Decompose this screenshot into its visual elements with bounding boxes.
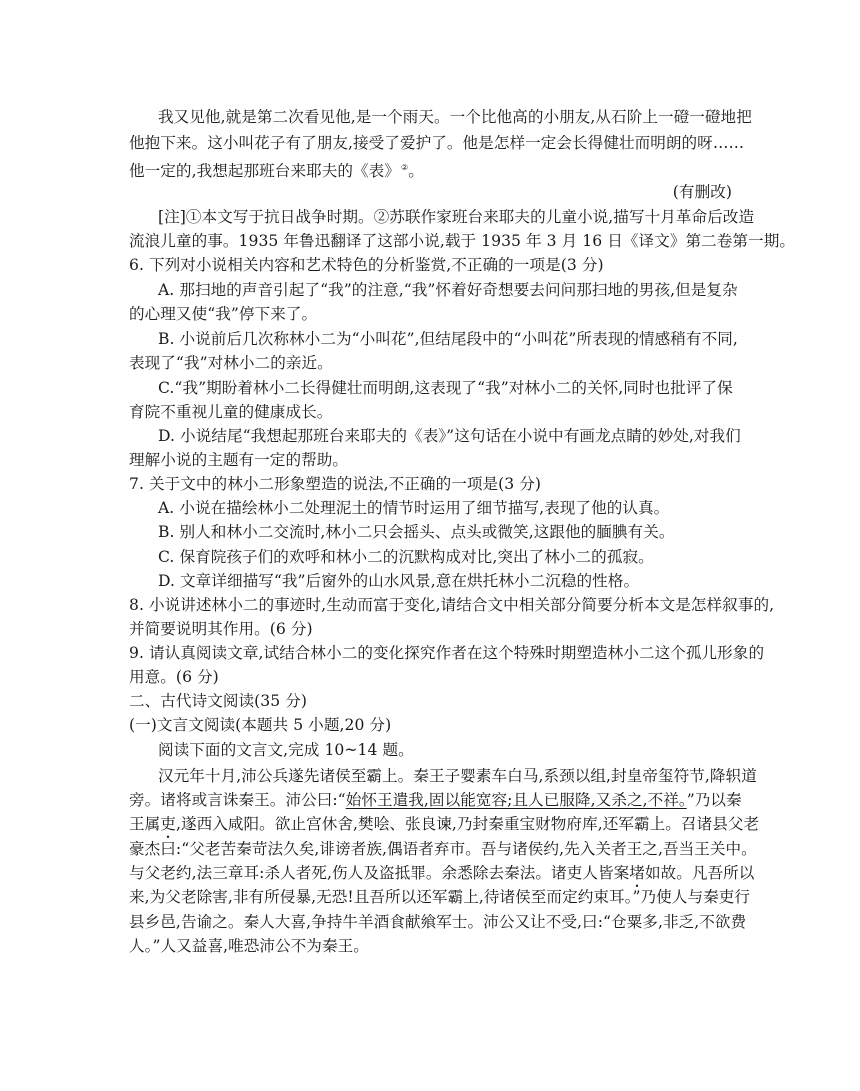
classical-text-line: 来,为父老除害,非有所侵暴,无恐!且吾所以还军霸上,待诸侯至而定约束耳。”乃使人与秦吏行 — [129, 888, 751, 906]
question-6-stem: 6. 下列对小说相关内容和艺术特色的分析鉴赏,不正确的一项是(3 分) — [129, 256, 604, 274]
section-heading: 二、古代诗文阅读(35 分) — [129, 692, 308, 710]
question-7-stem: 7. 关于文中的林小二形象塑造的说法,不正确的一项是(3 分) — [129, 475, 542, 493]
question-7-option-c: C. 保育院孩子们的欢呼和林小二的沉默构成对比,突出了林小二的孤寂。 — [158, 548, 654, 566]
question-6-option-c: C.“我”期盼着林小二长得健壮而明朗,这表现了“我”对林小二的关怀,同时也批评了保 — [158, 379, 733, 397]
emphasized-char: 堵 — [629, 864, 645, 882]
subsection-heading: (一)文言文阅读(本题共 5 小题,20 分) — [129, 716, 392, 734]
edited-note: (有删改) — [672, 183, 732, 201]
reading-instruction: 阅读下面的文言文,完成 10~14 题。 — [158, 741, 414, 759]
classical-text-line: 汉元年十月,沛公兵遂先诸侯至霸上。秦王子婴素车白马,系颈以组,封皇帝玺符节,降轵道 — [158, 767, 757, 785]
story-paragraph-line: 他抱下来。这小叫花子有了朋友,接受了爱护了。他是怎样一定会长得健壮而明朗的呀…… — [129, 134, 745, 152]
classical-text-line: 王属吏,遂西入咸阳。欲止宫休舍,樊哙、张良谏,乃封秦重宝财物府库,还军霸上。召诸县父老 — [129, 815, 760, 833]
emphasized-char: 吏 — [160, 815, 176, 833]
annotation-line: [注]①本文写于抗日战争时期。②苏联作家班台来耶夫的儿童小说,描写十月革命后改造 — [158, 208, 755, 226]
question-7-option-d: D. 文章详细描写“我”后窗外的山水风景,意在烘托林小二沉稳的性格。 — [158, 572, 640, 590]
question-9-stem: 9. 请认真阅读文章,试结合林小二的变化探究作者在这个特殊时期塑造林小二这个孤儿形象的 — [129, 644, 765, 662]
question-8-stem: 8. 小说讲述林小二的事迹时,生动而富于变化,请结合文中相关部分简要分析本文是怎样叙事的, — [129, 596, 775, 614]
question-6-option-b-cont: 表现了“我”对林小二的亲近。 — [129, 354, 333, 372]
classical-text-line: 与父老约,法三章耳:杀人者死,伤人及盗抵罪。余悉除去秦法。诸吏人皆案堵如故。凡吾所以 — [129, 864, 755, 882]
classical-text-line: 豪杰曰:“父老苦秦苛法久矣,诽谤者族,偶语者弃市。吾与诸侯约,先入关者王之,吾当王关中。 — [129, 840, 757, 858]
annotation-line: 流浪儿童的事。1935 年鲁迅翻译了这部小说,载于 1935 年 3 月 16 日《译文》第二卷第一期。 — [129, 232, 795, 250]
question-6-option-d-cont: 理解小说的主题有一定的帮助。 — [129, 451, 349, 469]
question-6-option-c-cont: 育院不重视儿童的健康成长。 — [129, 403, 333, 421]
question-9-stem-cont: 用意。(6 分) — [129, 668, 219, 686]
question-6-option-a-cont: 的心理又使“我”停下来了。 — [129, 305, 318, 323]
question-6-option-a: A. 那扫地的声音引起了“我”的注意,“我”怀着好奇想要去问问那扫地的男孩,但是复杂 — [158, 281, 738, 299]
story-paragraph-line: 他一定的,我想起那班台来耶夫的《表》②。 — [129, 162, 424, 180]
question-6-option-d: D. 小说结尾“我想起那班台来耶夫的《表》”这句话在小说中有画龙点睛的妙处,对我们 — [158, 427, 741, 445]
question-7-option-a: A. 小说在描绘林小二处理泥土的情节时运用了细节描写,表现了他的认真。 — [158, 499, 670, 517]
underlined-sentence: 始怀王遣我,固以能宽容;且人已服降,又杀之,不祥。 — [345, 791, 687, 809]
classical-text-line: 县乡邑,告谕之。秦人大喜,争持牛羊酒食献飨军士。沛公又让不受,曰:“仓粟多,非乏,不欲费 — [129, 913, 747, 931]
question-8-stem-cont: 并简要说明其作用。(6 分) — [129, 620, 313, 638]
question-7-option-b: B. 别人和林小二交流时,林小二只会摇头、点头或微笑,这跟他的腼腆有关。 — [158, 523, 675, 541]
classical-text-line: 旁。诸将或言诛秦王。沛公曰:“始怀王遣我,固以能宽容;且人已服降,又杀之,不祥。”乃以秦 — [129, 791, 742, 809]
question-6-option-b: B. 小说前后几次称林小二为“小叫花”,但结尾段中的“小叫花”所表现的情感稍有不同, — [158, 330, 738, 348]
footnote-marker: ② — [400, 163, 409, 172]
classical-text-line: 人。”人又益喜,唯恐沛公不为秦王。 — [129, 937, 369, 955]
story-paragraph-line: 我又见他,就是第二次看见他,是一个雨天。一个比他高的小朋友,从石阶上一磴一磴地把 — [158, 108, 752, 126]
